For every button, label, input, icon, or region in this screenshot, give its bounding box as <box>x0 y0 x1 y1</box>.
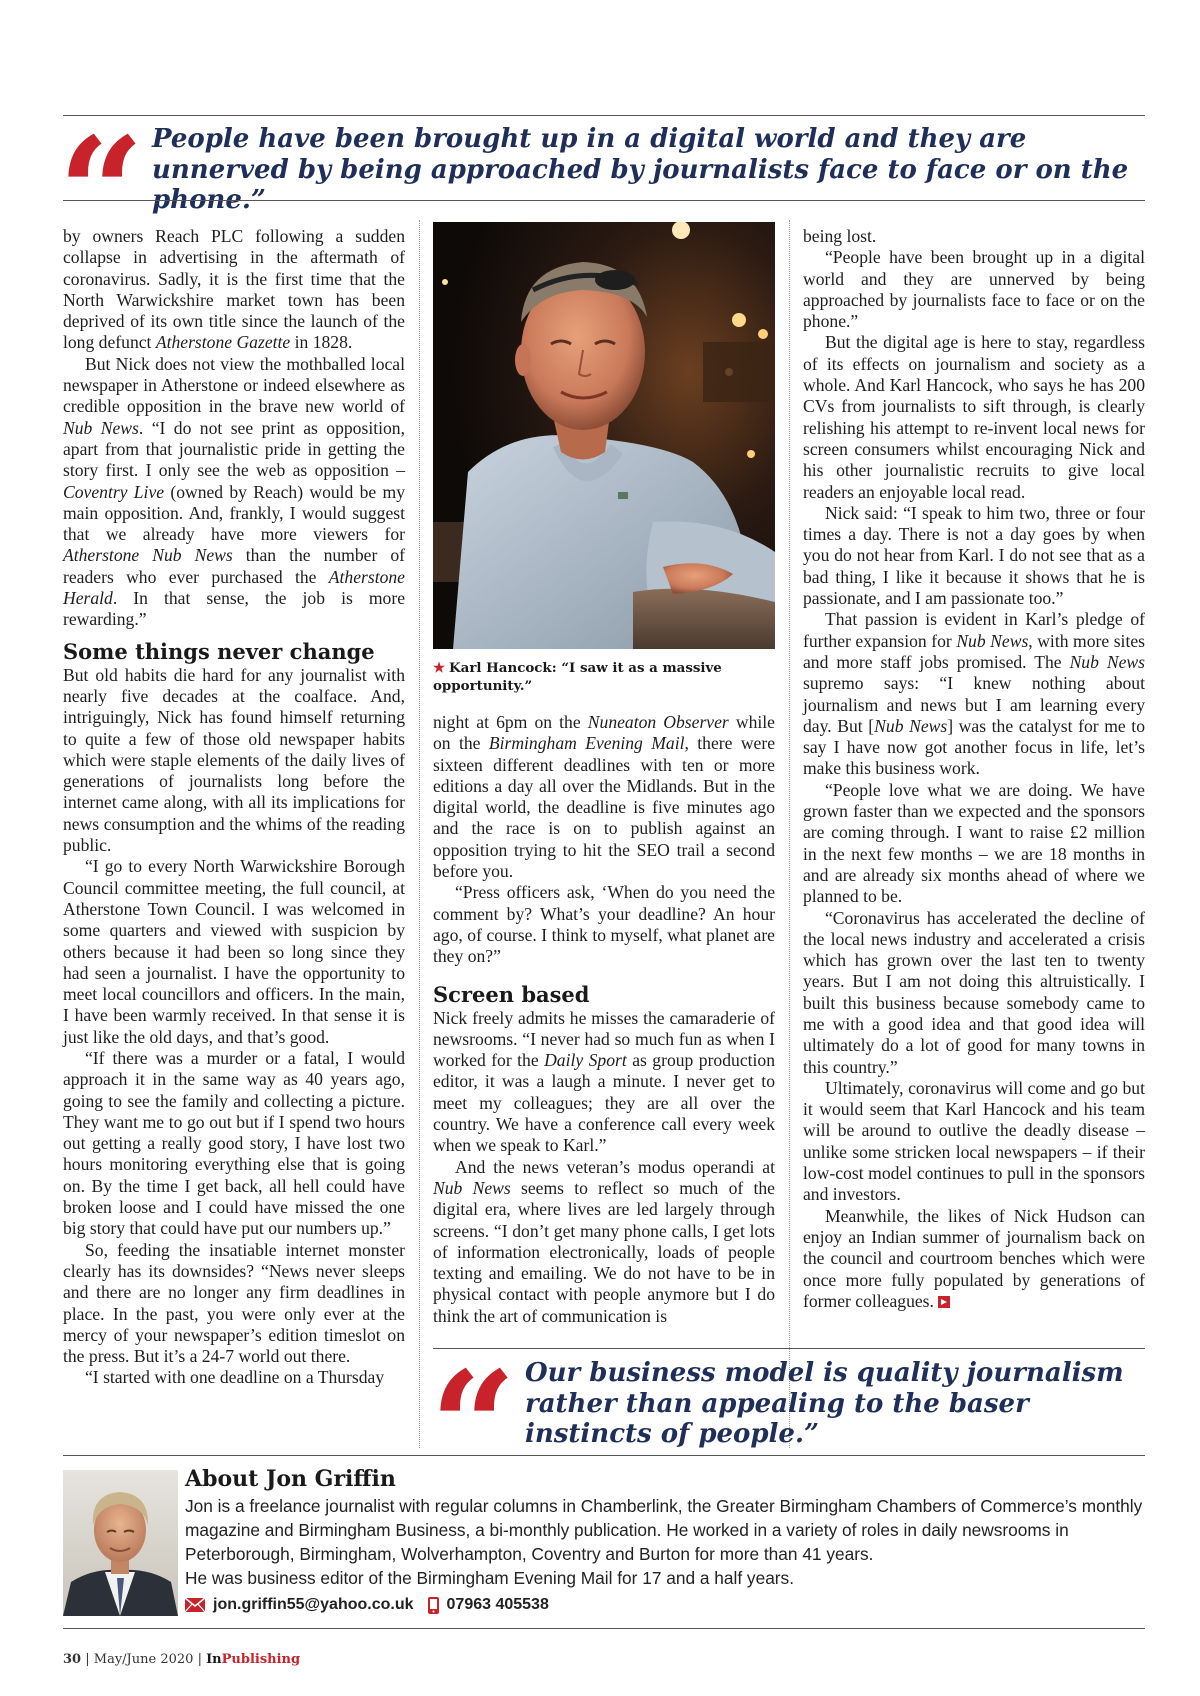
col3-para-8: Ultimately, coronavirus will come and go but it would seem that Karl Hancock and his team will be around to outlive the deadly disease – unlike some stricken local newspapers – if their low-cost model continues to pull in the sponsors and investors. <box>803 1077 1145 1205</box>
column-divider-2 <box>789 220 790 1448</box>
footer-separator: | <box>85 1652 90 1667</box>
pullquote-top-rule <box>63 200 1145 201</box>
col1-para-6: So, feeding the insatiable internet monster clearly has its downsides? “News never sleeps and there are no longer any firm deadlines in place. In the past, you were only ever at the mercy of your newspaper’s edition timeslot on the press. But it’s a 24-7 world out there. <box>63 1239 405 1367</box>
bio-line-2: He was business editor of the Birmingham Evening Mail for 17 and a half years. <box>185 1568 794 1588</box>
article-column-3 <box>803 226 1145 1312</box>
pullquote-top: People have been brought up in a digital world and they are unnerved by being approached by journalists face to face or on the phone.” <box>152 124 1129 216</box>
subheading-screen-based: Screen based <box>433 981 590 1007</box>
col3-para-5: That passion is evident in Karl’s pledge of further expansion for Nub News, with more sites and more staff jobs promised. The Nub News supremo says: “I knew nothing about journalism and news but I am learning every day. But [Nub News] was the catalyst for me to say I have now got another focus in life, let’s make this business work. <box>803 609 1145 779</box>
bio-title: About Jon Griffin <box>185 1466 396 1492</box>
publication-brand: InPublishing <box>206 1652 301 1667</box>
quote-mark-bottom: “ <box>430 1339 517 1515</box>
pullquote-bottom-rule-top <box>433 1348 1145 1349</box>
col3-para-1: being lost. <box>803 226 877 246</box>
col3-para-3: But the digital age is here to stay, regardless of its effects on journalism and society as a whole. And Karl Hancock, who says he has 200 CVs from journalists to sift through, is clearly relishing his attempt to re-invent local news for screen consumers whilst encouraging Nick and his other journalistic recruits to give local readers an enjoyable local read. <box>803 332 1145 502</box>
article-column-1 <box>63 226 405 1389</box>
page-number: 30 <box>63 1652 82 1667</box>
col3-para-4: Nick said: “I speak to him two, three or four times a day. There is not a day goes by when you do not hear from Karl. I do not see that as a bad thing, I like it because it shows that he is passionate, and I am passionate too.” <box>803 502 1145 609</box>
col2-para-1: night at 6pm on the Nuneaton Observer while on the Birmingham Evening Mail, there were sixteen different deadlines with ten or more editions a day all over the Midlands. But in the digital world, the deadline is five minutes ago and the race is on to publish against an opposition trying to hit the SEO trail a second before you. <box>433 712 775 882</box>
col2-para-3: Nick freely admits he misses the camaraderie of newsrooms. “I never had so much fun as when I worked for the Daily Sport as group production editor, it was a laugh a minute. I never get to meet my colleagues; they are all over the country. We have a conference call every week when we speak to Karl.” <box>433 1007 775 1156</box>
quote-mark-top: “ <box>58 105 145 281</box>
photo-caption: ★ Karl Hancock: “I saw it as a massive opportunity.” <box>433 660 722 694</box>
bio-top-rule <box>63 1455 1145 1456</box>
col2-para-2: “Press officers ask, ‘When do you need the comment by? What’s your deadline? An hour ago, of course. I think to myself, what planet are they on?” <box>433 882 775 967</box>
article-column-2 <box>433 712 775 1327</box>
bio-line-1: Jon is a freelance journalist with regular columns in Chamberlink, the Greater Birmingham Chambers of Commerce’s monthly magazine and Birmingham Business, a bi-monthly publication. He worked in a variety of roles in daily newsrooms in Peterborough, Birmingham, Wolverhampton, Coventry and Burton for more than 41 years. <box>185 1496 1143 1564</box>
jon-griffin-photo <box>63 1470 178 1616</box>
col1-para-5: “If there was a murder or a fatal, I would approach it in the same way as 40 years ago, going to see the family and collecting a picture. They want me to go out but if I spend two hours out getting a really good story, I have lost two hours monitoring everything else that is going on. By the time I get back, all hell could have broken loose and I could have missed the one big story that could have put our numbers up.” <box>63 1047 405 1239</box>
end-mark-icon <box>938 1296 950 1308</box>
email-link[interactable]: jon.griffin55@yahoo.co.uk <box>213 1596 414 1613</box>
page-footer <box>63 1652 300 1667</box>
col1-para-2: But Nick does not view the mothballed local newspaper in Atherstone or indeed elsewhere as credible opposition in the brave new world of Nub News. “I do not see print as opposition, apart from that journalistic pride in getting the story first. I only see the web as opposition – Coventry Live (owned by Reach) would be my main opposition. And, frankly, I would suggest that we already have more viewers for Atherstone Nub News than the number of readers who ever purchased the Atherstone Herald. In that sense, the job is more rewarding.” <box>63 353 406 630</box>
col3-para-2: “People have been brought up in a digital world and they are unnerved by being approached by journalists face to face or on the phone.” <box>803 247 1145 332</box>
mobile-phone-icon <box>428 1597 439 1614</box>
karl-hancock-photo <box>433 222 775 649</box>
col1-para-7: “I started with one deadline on a Thursday <box>85 1367 385 1388</box>
col1-para-3: But old habits die hard for any journalist with nearly five decades at the coalface. And, intriguingly, Nick has found himself returning to quite a few of those old newspaper habits which were staple elements of the daily lives of generations of journalists long before the internet came along, with all its implications for news consumption and the whims of the reading public. <box>63 664 405 856</box>
col1-para-4: “I go to every North Warwickshire Borough Council committee meeting, the full council, at Atherstone Town Council. I was welcomed in some quarters and viewed with suspicion by others because it had been so long since they had seen a journalist. I have the opportunity to meet local councillors and officers. In the main, I have been warmly received. In that sense it is just like the old days, and that’s good. <box>63 856 405 1047</box>
bio-text <box>185 1494 1145 1590</box>
pullquote-bottom: Our business model is quality journalism rather than appealing to the baser instincts of people.” <box>525 1358 1124 1450</box>
col3-para-9: Meanwhile, the likes of Nick Hudson can enjoy an Indian summer of journalism back on the council and courtroom benches which were once more fully populated by generations of former colleagues. <box>803 1205 1145 1311</box>
subheading-some-things-never-change: Some things never change <box>63 638 375 664</box>
contact-details <box>185 1596 549 1614</box>
phone-number[interactable]: 07963 405538 <box>446 1596 549 1613</box>
bio-bottom-rule <box>63 1628 1145 1629</box>
column-divider-1 <box>419 220 420 1448</box>
col1-para-1: by owners Reach PLC following a sudden collapse in advertising in the aftermath of coronavirus. Sadly, it is the first time that the North Warwickshire market town has been deprived of its own title since the launch of the long defunct Atherstone Gazette in 1828. <box>63 226 405 353</box>
col3-para-7: “Coronavirus has accelerated the decline of the local news industry and accelerated a crisis which has grown over the last ten to twenty years. But I am not doing this altruistically. I built this business because somebody came to me with a good idea and that good idea will ultimately do a lot of good for many towns in this country.” <box>803 907 1145 1077</box>
col3-para-6: “People love what we are doing. We have grown faster than we expected and the sponsors are coming through. I want to raise £2 million in the next few months – we are 18 months in and are already six months ahead of where we planned to be. <box>803 779 1145 907</box>
col2-para-4: And the news veteran’s modus operandi at Nub News seems to reflect so much of the digital era, where lives are led largely through screens. “I don’t get many phone calls, I get lots of information electronically, loads of people texting and emailing. We do not have to be in physical contact with people anymore but I do think the art of communication is <box>433 1156 775 1326</box>
top-rule <box>63 115 1145 116</box>
issue-date: May/June 2020 <box>93 1652 194 1667</box>
footer-separator: | <box>197 1652 202 1667</box>
star-icon: ★ <box>433 660 446 676</box>
envelope-icon <box>185 1598 205 1612</box>
